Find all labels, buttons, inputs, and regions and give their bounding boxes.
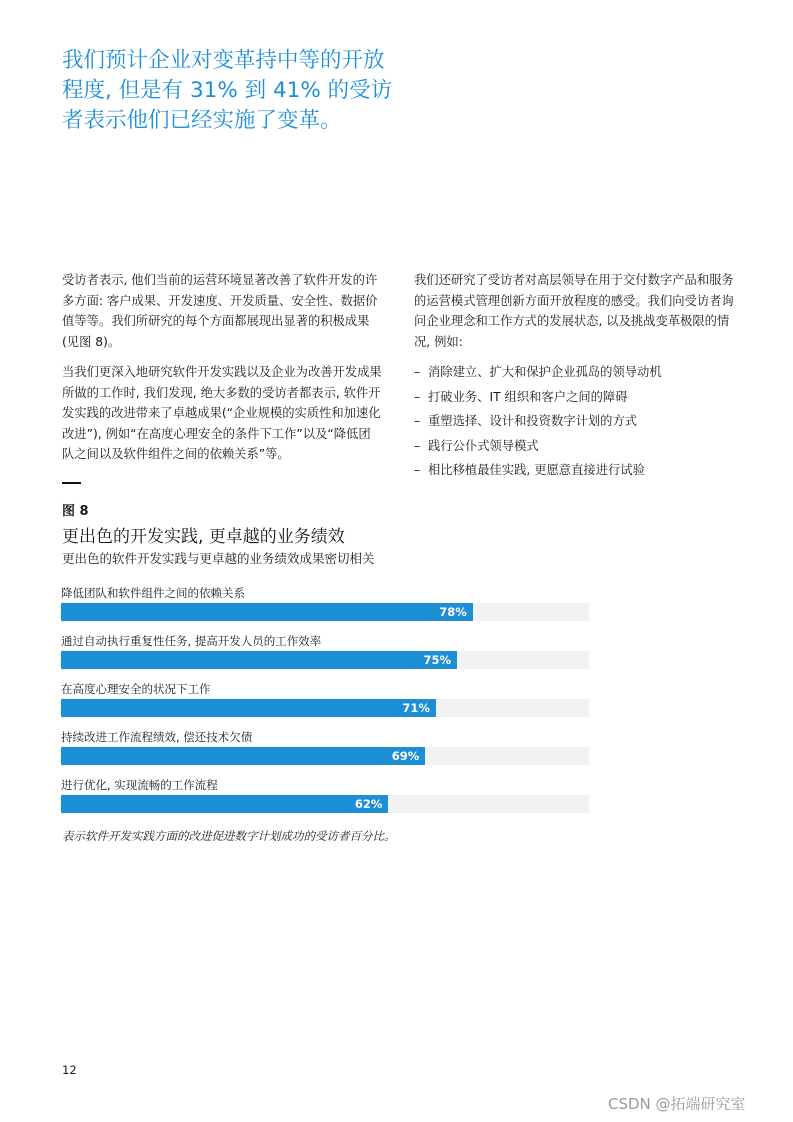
list-item bbox=[414, 411, 734, 432]
left-column bbox=[62, 270, 382, 475]
bar-label: 在高度心理安全的状况下工作 bbox=[61, 682, 211, 696]
bar-item bbox=[61, 729, 589, 777]
bar-track bbox=[61, 747, 589, 765]
bar-value-label: 71% bbox=[402, 701, 430, 715]
bar-chart bbox=[61, 585, 589, 825]
figure-divider bbox=[62, 482, 81, 484]
bar-label: 持续改进工作流程绩效, 偿还技术欠债 bbox=[61, 730, 253, 744]
bullet-dash: – bbox=[414, 365, 421, 379]
body-paragraph: 我们还研究了受访者对高层领导在用于交付数字产品和服务的运营模式管理创新方面开放程度的感受。我们向受访者询问企业理念和工作方式的发展状态, 以及挑战变革极限的情况, 例如: bbox=[414, 273, 734, 349]
bar bbox=[61, 795, 388, 813]
bullet-dash: – bbox=[414, 463, 421, 477]
bar-label: 进行优化, 实现流畅的工作流程 bbox=[61, 778, 218, 792]
bar bbox=[61, 747, 425, 765]
page-number: 12 bbox=[62, 1063, 77, 1077]
figure-title: 更出色的开发实践, 更卓越的业务绩效 bbox=[62, 527, 345, 547]
bar-label: 降低团队和软件组件之间的依赖关系 bbox=[61, 586, 245, 600]
figure-label: 图 8 bbox=[62, 504, 89, 519]
list-item-text: 消除建立、扩大和保护企业孤岛的领导动机 bbox=[428, 365, 662, 379]
bullet-dash: – bbox=[414, 414, 421, 428]
bar-track bbox=[61, 795, 589, 813]
bar-label: 通过自动执行重复性任务, 提高开发人员的工作效率 bbox=[61, 634, 322, 648]
list-item bbox=[414, 362, 734, 383]
bar-track bbox=[61, 699, 589, 717]
list-item bbox=[414, 387, 734, 408]
body-paragraph: 当我们更深入地研究软件开发实践以及企业为改善开发成果所做的工作时, 我们发现, 绝大多数的受访者都表示, 软件开发实践的改进带来了卓越成果(“企业规模的实质性和加速化改进”), 例如“在高度心理安全的条件下工作”以及“降低团队之间以及软件组件之间的依赖关系”等。 bbox=[62, 365, 382, 461]
bar-item bbox=[61, 585, 589, 633]
bar-item bbox=[61, 681, 589, 729]
bar bbox=[61, 603, 473, 621]
pull-quote: 我们预计企业对变革持中等的开放程度, 但是有 31% 到 41% 的受访者表示他们已经实施了变革。 bbox=[62, 48, 393, 133]
bar-track bbox=[61, 603, 589, 621]
bullet-dash: – bbox=[414, 389, 421, 404]
bar-track bbox=[61, 651, 589, 669]
bar bbox=[61, 651, 457, 669]
figure-subtitle: 更出色的软件开发实践与更卓越的业务绩效成果密切相关 bbox=[62, 551, 375, 566]
list-item-text: 践行公仆式领导模式 bbox=[428, 438, 539, 453]
bar-value-label: 78% bbox=[439, 605, 467, 619]
figure-footnote: 表示软件开发实践方面的改进促进数字计划成功的受访者百分比。 bbox=[62, 829, 396, 843]
bar-value-label: 62% bbox=[354, 797, 383, 811]
bar bbox=[61, 699, 436, 717]
bullet-dash: – bbox=[414, 438, 421, 453]
list-item bbox=[414, 460, 734, 481]
watermark: CSDN @拓端研究室 bbox=[608, 1095, 746, 1113]
bar-item bbox=[61, 777, 589, 825]
bullet-list bbox=[414, 362, 734, 481]
bar-value-label: 75% bbox=[423, 653, 451, 667]
right-column bbox=[414, 270, 734, 485]
bar-item bbox=[61, 633, 589, 681]
body-paragraph: 受访者表示, 他们当前的运营环境显著改善了软件开发的许多方面: 客户成果、开发速度、开发质量、安全性、数据价值等等。我们所研究的每个方面都展现出显著的积极成果(见图 8)。 bbox=[62, 273, 378, 349]
list-item bbox=[414, 436, 734, 457]
bar-value-label: 69% bbox=[391, 749, 420, 763]
list-item-text: 相比移植最佳实践, 更愿意直接进行试验 bbox=[428, 463, 645, 477]
list-item-text: 打破业务、IT 组织和客户之间的障碍 bbox=[428, 389, 628, 404]
list-item-text: 重塑选择、设计和投资数字计划的方式 bbox=[428, 414, 638, 428]
